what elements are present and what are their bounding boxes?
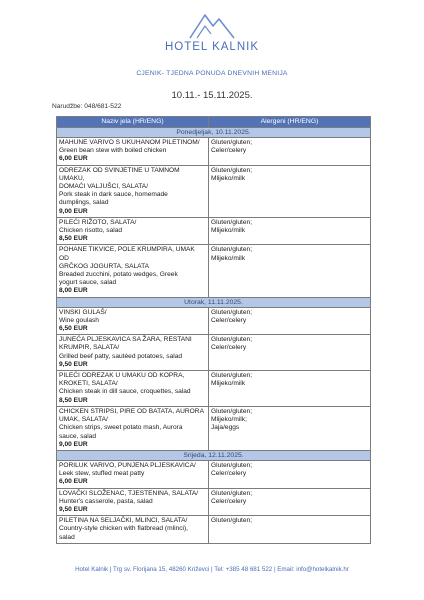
table-row	[57, 245, 371, 297]
allergens-cell	[209, 371, 371, 407]
dish-price: 9,50 EUR	[59, 360, 88, 368]
allergens-cell	[209, 245, 371, 297]
dish-name-line: PILEĆI ODREZAK U UMAKU OD KOPRA,	[59, 372, 185, 380]
dish-price: 6,00 EUR	[59, 478, 88, 486]
allergen-line: Mlijeko/milk	[211, 227, 246, 235]
allergens-cell	[209, 307, 371, 335]
dish-price: 6,50 EUR	[59, 325, 88, 333]
dish-cell	[57, 460, 209, 488]
dish-name-line: Hunter's casserole, pasta, salad	[59, 497, 153, 505]
dish-name-line: JUNEĆA PLJESKAVICA SA ŽARA, RESTANI	[59, 336, 192, 344]
dish-name-line: Pork steak in dark sauce, homemade	[59, 191, 168, 199]
dish-name-line: KROKETI, SALATA/	[59, 380, 118, 388]
allergens-cell	[209, 406, 371, 450]
dish-name-line: DOMAĆI VALJUŠCI, SALATA/	[59, 183, 149, 191]
dish-name-line: yogurt sauce, salad	[59, 279, 117, 287]
allergen-line: Gluten/gluten;	[211, 246, 253, 254]
allergen-line: Gluten/gluten;	[211, 336, 253, 344]
allergen-line: Celer/celery	[211, 470, 247, 478]
allergen-line: Mlijeko/milk	[211, 174, 246, 182]
dish-cell	[57, 488, 209, 516]
allergen-line: Gluten/gluten;	[211, 308, 253, 316]
dish-price: 6,00 EUR	[59, 155, 88, 163]
dish-name-line: Country-style chicken with flatbread (mlinci),	[59, 525, 188, 533]
allergen-line: Celer/celery	[211, 147, 247, 155]
table-row	[57, 488, 371, 516]
allergen-line: Gluten/gluten;	[211, 407, 253, 415]
table-row	[57, 217, 371, 245]
dish-name-line: Green bean stew with boiled chicken	[59, 147, 167, 155]
dish-name-line: Breaded zucchini, potato wedges, Greek	[59, 271, 178, 279]
allergen-line: Mlijeko/milk	[211, 380, 246, 388]
day-row	[57, 128, 371, 138]
document-subtitle: CJENIK- TJEDNA PONUDA DNEVNIH MENIJA	[136, 70, 288, 77]
dish-price: 8,50 EUR	[59, 235, 88, 243]
allergen-line: Celer/celery	[211, 497, 247, 505]
allergen-line: Celer/celery	[211, 344, 247, 352]
table-row	[57, 138, 371, 166]
allergens-cell	[209, 335, 371, 371]
day-label: Ponedjeljak, 10.11.2025.	[57, 128, 371, 138]
dish-cell	[57, 217, 209, 245]
allergen-line: Gluten/gluten;	[211, 461, 253, 469]
dish-name-line: salad	[59, 533, 75, 541]
dish-name-line: LOVAČKI SLOŽENAC, TJESTENINA, SALATA/	[59, 489, 199, 497]
dish-price: 8,00 EUR	[59, 287, 88, 295]
column-header-dish: Naziv jela (HR/ENG)	[57, 117, 209, 128]
week-dates: 10.11.- 15.11.2025.	[171, 90, 253, 101]
dish-name-line: Chicken strips, sweet potato mash, Aurora	[59, 424, 183, 432]
allergens-cell	[209, 460, 371, 488]
table-row	[57, 460, 371, 488]
hotel-logo	[0, 10, 424, 53]
day-label: Utorak, 11.11.2025.	[57, 297, 371, 307]
allergen-line: Gluten/gluten;	[211, 372, 253, 380]
menu-table	[56, 116, 371, 544]
dish-cell	[57, 371, 209, 407]
dish-cell	[57, 307, 209, 335]
table-row	[57, 406, 371, 450]
day-label: Srijeda, 12.11.2025.	[57, 450, 371, 460]
dish-name-line: CHICKEN STRIPSI, PIRE OD BATATA, AURORA	[59, 407, 204, 415]
allergens-cell	[209, 138, 371, 166]
dish-name-line: Grilled beef patty, sautéed potatoes, salad	[59, 352, 183, 360]
dish-name-line: VINSKI GULAŠ/	[59, 308, 107, 316]
allergen-line: Gluten/gluten;	[211, 166, 253, 174]
table-row	[57, 516, 371, 544]
dish-name-line: KRUMPIR, SALATA/	[59, 344, 120, 352]
dish-name-line: sauce, salad	[59, 432, 97, 440]
allergens-cell	[209, 488, 371, 516]
dish-price: 9,00 EUR	[59, 440, 88, 448]
allergen-line: Jaja/eggs	[211, 424, 240, 432]
allergens-cell	[209, 165, 371, 217]
dish-name-line: Chicken steak in dill sauce, croquettes, salad	[59, 388, 191, 396]
allergen-line: Celer/celery	[211, 316, 247, 324]
dish-name-line: PILETINA NA SELJAČKI, MLINCI, SALATA/	[59, 517, 188, 525]
orders-phone: Narudžbe: 048/681-522	[52, 103, 122, 110]
allergen-line: Gluten/gluten;	[211, 489, 253, 497]
allergens-cell	[209, 217, 371, 245]
dish-cell	[57, 245, 209, 297]
allergen-line: Mlijeko/milk	[211, 254, 246, 262]
day-row	[57, 450, 371, 460]
dish-name-line: POHANE TIKVICE, POLE KRUMPIRA, UMAK OD	[59, 246, 195, 262]
dish-name-line: UMAK, SALATA/	[59, 416, 108, 424]
dish-price: 9,00 EUR	[59, 207, 88, 215]
dish-cell	[57, 406, 209, 450]
hotel-name: HOTEL KALNIK	[164, 41, 260, 53]
dish-cell	[57, 516, 209, 544]
allergen-line: Gluten/gluten;	[211, 139, 253, 146]
dish-name-line: MAHUNE VARIVO S UKUHANOM PILETINOM/	[59, 139, 200, 146]
allergen-line: Gluten/gluten;	[211, 517, 253, 525]
table-header-row	[57, 117, 371, 128]
table-row	[57, 307, 371, 335]
dish-name-line: GRČKOG JOGURTA, SALATA	[59, 262, 150, 270]
table-row	[57, 335, 371, 371]
allergens-cell	[209, 516, 371, 544]
table-row	[57, 371, 371, 407]
dish-cell	[57, 335, 209, 371]
dish-name-line: Leek stew, stuffed meat patty	[59, 470, 145, 478]
dish-price: 9,50 EUR	[59, 505, 88, 513]
dish-name-line: dumplings, salad	[59, 199, 109, 207]
allergen-line: Mlijeko/milk;	[211, 416, 247, 424]
dish-name-line: PORILUK VARIVO, PUNJENA PLJESKAVICA/	[59, 461, 196, 469]
dish-name-line: Wine goulash	[59, 316, 99, 324]
dish-cell	[57, 165, 209, 217]
table-row	[57, 165, 371, 217]
allergen-line: Gluten/gluten;	[211, 218, 253, 226]
dish-price: 8,50 EUR	[59, 396, 88, 404]
dish-name-line: PILEĆI RIŽOTO, SALATA/	[59, 218, 137, 226]
menu-body	[57, 128, 371, 544]
dish-name-line: ODREZAK OD SVINJETINE U TAMNOM UMAKU,	[59, 166, 180, 182]
dish-name-line: Chicken risotto, salad	[59, 227, 123, 235]
dish-cell	[57, 138, 209, 166]
mountain-logo-icon	[188, 10, 236, 40]
day-row	[57, 297, 371, 307]
column-header-allergens: Alergeni (HR/ENG)	[209, 117, 371, 128]
page-footer: Hotel Kalnik | Trg sv. Florijana 15, 48260 Križevci | Tel: +385 48 681 522 | Email: info@hotelkalnik.hr	[75, 566, 349, 573]
